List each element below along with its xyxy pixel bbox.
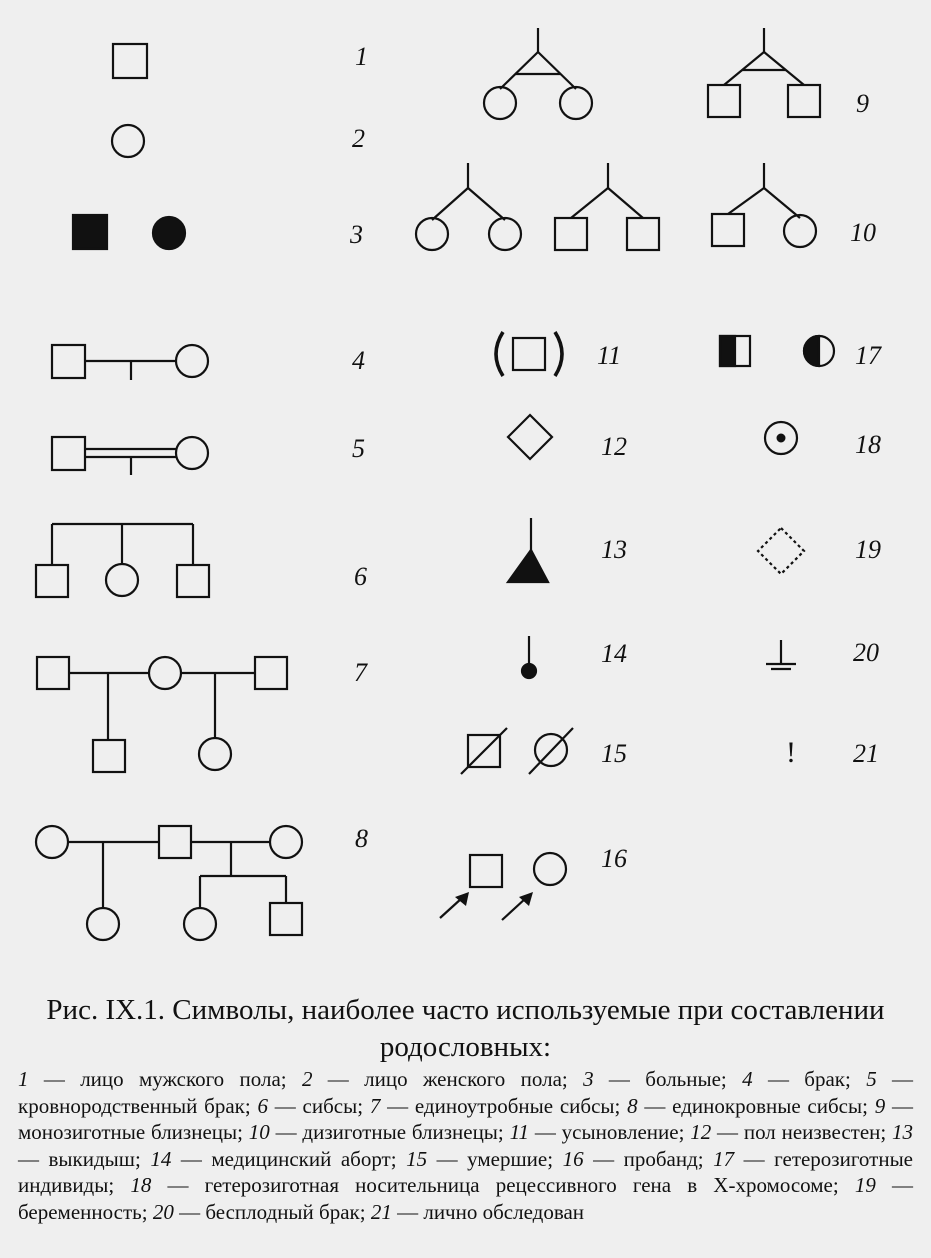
legend-item: 13 — выкидыш [18, 1120, 914, 1171]
legend-item-number: 3 [583, 1067, 594, 1091]
label-11: 11 [597, 341, 622, 370]
legend-item-text: пробанд [623, 1146, 698, 1171]
label-16: 16 [601, 844, 627, 873]
legend-item: 8 — единокровные сибсы [627, 1093, 863, 1118]
legend-item: 4 — брак [742, 1067, 846, 1091]
legend-item-number: 15 [406, 1146, 428, 1171]
sex-unknown-symbol [508, 415, 552, 459]
legend-item-number: 9 [874, 1093, 886, 1118]
affected-male-symbol [73, 215, 107, 249]
legend-item: 3 — больные [583, 1067, 721, 1091]
label-14: 14 [601, 639, 627, 668]
legend-item: 17 — гетерозиготные индивиды [18, 1146, 914, 1198]
label-21: 21 [853, 739, 879, 768]
sibs-symbol [36, 524, 209, 597]
legend-item-text: лично обследован [423, 1199, 585, 1224]
legend-item: 19 — беременность [18, 1173, 914, 1224]
monozygotic-twins-male-symbol [708, 28, 820, 117]
legend-item-number: 13 [892, 1120, 914, 1145]
legend-item: 6 — сибсы [257, 1093, 358, 1118]
label-15: 15 [601, 739, 627, 768]
label-9: 9 [856, 89, 869, 118]
label-17: 17 [855, 341, 881, 370]
legend-item-number: 12 [690, 1120, 712, 1145]
legend-item-text: единоутробные сибсы [414, 1093, 615, 1118]
label-3: 3 [350, 220, 363, 249]
legend-item-text: гетерозиготные индивиды [18, 1146, 914, 1198]
label-5: 5 [352, 434, 365, 463]
legend-item: 1 — лицо мужского пола [18, 1067, 281, 1091]
legend-item: 12 — пол неизвестен [690, 1120, 881, 1145]
personally-examined-symbol: ! [786, 736, 796, 769]
uterine-sibs-symbol [37, 657, 287, 772]
legend-item: 5 — кровнородственный брак [18, 1067, 914, 1118]
legend-item: 18 — гетерозиготная носительница рецессивного гена в Х-хромосоме [130, 1173, 833, 1198]
legend-item-number: 11 [509, 1120, 530, 1145]
legend-item-text: лицо женского пола [364, 1067, 562, 1091]
legend-item-text: умершие [467, 1146, 548, 1171]
label-7: 7 [354, 658, 367, 687]
male-symbol [113, 44, 147, 78]
legend-item-number: 7 [369, 1093, 381, 1118]
legend-item: 21 — лично обследован [370, 1199, 585, 1224]
pregnancy-symbol [758, 528, 804, 574]
legend-item-text: гетерозиготная носительница рецессивного гена в Х-хромосоме [204, 1173, 833, 1198]
label-1: 1 [355, 42, 368, 71]
legend-item-text: сибсы [302, 1093, 358, 1118]
legend-item-number: 6 [257, 1093, 268, 1118]
legend-item-number: 19 [854, 1173, 876, 1198]
label-2: 2 [352, 124, 365, 153]
dizygotic-twins-mixed-symbol [712, 163, 816, 247]
legend-item-text: лицо мужского пола [80, 1067, 281, 1091]
adoption-symbol [496, 332, 562, 376]
legend-item-number: 18 [130, 1173, 152, 1198]
legend-item-text: больные [645, 1067, 721, 1091]
proband-symbol [440, 853, 566, 920]
legend-item-number: 8 [627, 1093, 638, 1118]
consanguineous-marriage-symbol [52, 437, 208, 475]
legend-item: 11 — усыновление [509, 1120, 679, 1145]
legend-item-text: монозиготные близнецы [18, 1120, 238, 1145]
legend-item-text: усыновление [561, 1120, 679, 1145]
figure-caption-legend: 1 — лицо мужского пола; 2 — лицо женского пола; 3 — больные; 4 — брак; 5 — кровнородственный брак; 6 — сибсы; 7 — единоутробные сибсы; 8 — единокровные сибсы; 9 — монозиготные близнецы; 10 — дизиготные близнецы; 11 — усыновление; 12 — пол неизвестен; 13 — выкидыш; 14 — медицинский аборт; 15 — умершие; 16 — пробанд; 17 — гетерозиготные индивиды; 18 — гетерозиготная носительница рецессивного гена в Х-хромосоме; 19 — беременность; 20 — бесплодный брак; 21 — лично обследован [18, 1067, 914, 1224]
legend-item: 14 — медицинский аборт [150, 1146, 391, 1171]
legend-item-number: 14 [150, 1146, 172, 1171]
legend-item-number: 1 [18, 1067, 29, 1091]
legend-item: 20 — бесплодный брак [152, 1199, 360, 1224]
legend-item-text: кровнородственный брак [18, 1093, 245, 1118]
legend-item: 10 — дизиготные близнецы [248, 1120, 498, 1145]
label-6: 6 [354, 562, 367, 591]
legend-item-number: 10 [248, 1120, 270, 1145]
dizygotic-twins-male-symbol [555, 163, 659, 250]
label-13: 13 [601, 535, 627, 564]
legend-item-text: медицинский аборт [211, 1146, 391, 1171]
legend-item-number: 16 [562, 1146, 584, 1171]
female-symbol [112, 125, 144, 157]
childless-marriage-symbol [766, 640, 796, 669]
marriage-symbol [52, 345, 208, 380]
x-linked-carrier-symbol [765, 422, 797, 454]
label-18: 18 [855, 430, 881, 459]
label-20: 20 [853, 638, 879, 667]
deceased-symbol [461, 728, 573, 774]
heterozygous-symbol [720, 336, 834, 366]
legend-item-text: брак [804, 1067, 846, 1091]
legend-item-text: дизиготные близнецы [302, 1120, 498, 1145]
legend-item-text: беременность [18, 1199, 142, 1224]
label-8: 8 [355, 824, 368, 853]
legend-item: 9 — монозиготные близнецы [18, 1093, 913, 1145]
legend-item-text: бесплодный брак [205, 1199, 360, 1224]
legend-item: 16 — пробанд [562, 1146, 698, 1171]
legend-item-number: 17 [713, 1146, 735, 1171]
miscarriage-symbol [508, 518, 548, 582]
legend-item: 7 — единоутробные сибсы [369, 1093, 615, 1118]
legend-item-text: единокровные сибсы [672, 1093, 863, 1118]
affected-female-symbol [153, 217, 185, 249]
consanguine-sibs-symbol [36, 826, 302, 940]
label-19: 19 [855, 535, 881, 564]
legend-item-number: 2 [301, 1067, 313, 1091]
legend-item-text: пол неизвестен [743, 1120, 881, 1145]
legend-item: 15 — умершие [406, 1146, 548, 1171]
dizygotic-twins-female-symbol [416, 163, 521, 250]
abortion-symbol [522, 636, 536, 678]
legend-item-number: 20 [152, 1199, 174, 1224]
figure-caption-title: Рис. IX.1. Символы, наиболее часто используемые при составлении родословных: [46, 994, 885, 1063]
legend-item-number: 5 [866, 1067, 877, 1091]
legend-item-number: 4 [742, 1067, 753, 1091]
label-12: 12 [601, 432, 627, 461]
monozygotic-twins-symbol [484, 28, 592, 119]
legend-item-text: выкидыш [48, 1146, 135, 1171]
legend-item-number: 21 [370, 1199, 392, 1224]
label-4: 4 [352, 346, 365, 375]
label-10: 10 [850, 218, 876, 247]
legend-item: 2 — лицо женского пола [301, 1067, 562, 1091]
